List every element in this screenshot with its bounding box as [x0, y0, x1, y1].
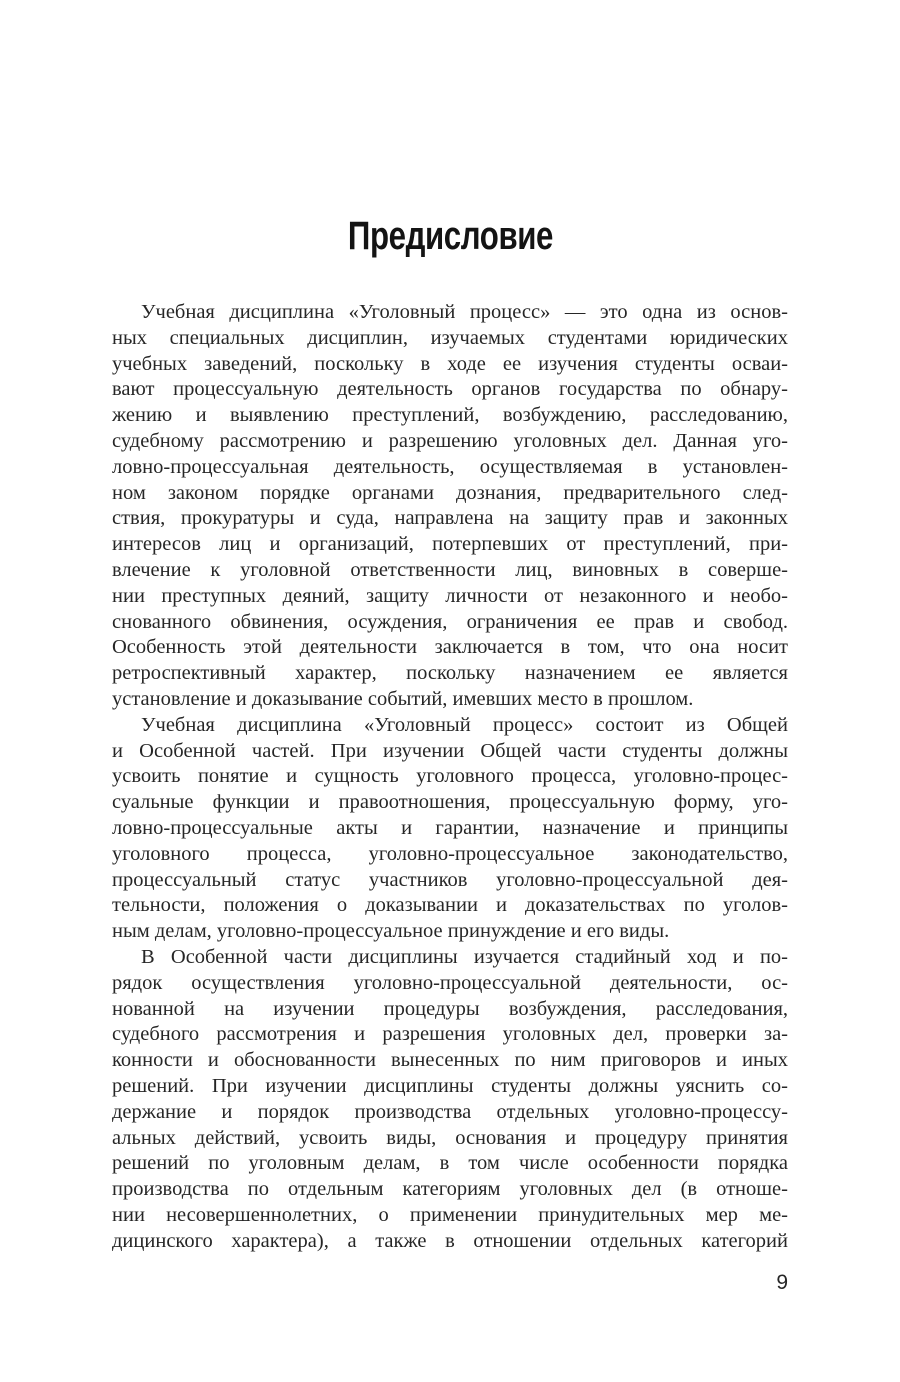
- text-line: Особенность этой деятельности заключается в том, что она носит: [112, 636, 788, 659]
- text-line: Учебная дисциплина «Уголовный процесс» состоит из Общей: [141, 713, 788, 736]
- text-line: уголовного процесса, уголовно-процессуальное законодательство,: [112, 842, 788, 865]
- text-line: производства по отдельным категориям уголовных дел (в отноше-: [112, 1178, 788, 1201]
- text-line: учебных заведений, поскольку в ходе ее изучения студенты осваи-: [112, 352, 788, 375]
- text-line: процессуальный статус участников уголовно-процессуальной дея-: [112, 868, 788, 891]
- text-line: В Особенной части дисциплины изучается стадийный ход и по-: [141, 945, 788, 968]
- text-line: и Особенной частей. При изучении Общей части студенты должны: [112, 739, 788, 762]
- text-line: ном законом порядке органами дознания, предварительного след-: [112, 481, 788, 504]
- chapter-title: [0, 213, 900, 259]
- paragraph: [112, 945, 788, 1255]
- text-line: интересов лиц и организаций, потерпевших от преступлений, при-: [112, 533, 788, 556]
- text-line: вают процессуальную деятельность органов государства по обнару-: [112, 378, 788, 401]
- text-line: нии несовершеннолетних, о применении принудительных мер ме-: [112, 1203, 788, 1226]
- text-line: снованного обвинения, осуждения, ограничения ее прав и свобод.: [112, 610, 788, 633]
- paragraph: [112, 713, 788, 945]
- chapter-title-text: Предисловие: [347, 214, 553, 258]
- text-line: жению и выявлению преступлений, возбуждению, расследованию,: [112, 404, 788, 427]
- text-line: ным делам, уголовно-процессуальное принуждение и его виды.: [112, 920, 670, 943]
- text-line: тельности, положения о доказывании и доказательствах по уголов-: [112, 894, 788, 917]
- text-line: ствия, прокуратуры и суда, направлена на защиту прав и законных: [112, 507, 788, 530]
- text-line: суальные функции и правоотношения, процессуальную форму, уго-: [112, 791, 788, 814]
- text-line: альных действий, усвоить виды, основания и процедуру принятия: [112, 1126, 788, 1149]
- paragraph: [112, 300, 788, 713]
- text-line: нованной на изучении процедуры возбуждения, расследования,: [112, 997, 788, 1020]
- text-line: держание и порядок производства отдельных уголовно-процессу-: [112, 1100, 788, 1123]
- text-line: судебного рассмотрения и разрешения уголовных дел, проверки за-: [112, 1023, 788, 1046]
- text-line: нии преступных деяний, защиту личности от незаконного и необо-: [112, 584, 788, 607]
- text-line: влечение к уголовной ответственности лиц, виновных в соверше-: [112, 558, 788, 581]
- text-line: решений по уголовным делам, в том числе особенности порядка: [112, 1152, 788, 1175]
- text-line: ловно-процессуальные акты и гарантии, назначение и принципы: [112, 816, 788, 839]
- text-line: судебному рассмотрению и разрешению уголовных дел. Данная уго-: [112, 429, 788, 452]
- text-line: дицинского характера), а также в отношении отдельных категорий: [112, 1229, 788, 1252]
- text-line: установление и доказывание событий, имевших место в прошлом.: [112, 687, 694, 710]
- text-line: рядок осуществления уголовно-процессуальной деятельности, ос-: [112, 971, 788, 994]
- text-line: Учебная дисциплина «Уголовный процесс» — это одна из основ-: [141, 301, 788, 323]
- text-line: конности и обоснованности вынесенных по ним приговоров и иных: [112, 1049, 788, 1072]
- page-number: 9: [776, 1271, 788, 1294]
- text-line: ретроспективный характер, поскольку назначением ее является: [112, 662, 788, 685]
- text-line: решений. При изучении дисциплины студенты должны уяснить со-: [112, 1074, 788, 1097]
- text-line: ных специальных дисциплин, изучаемых студентами юридических: [112, 326, 788, 349]
- body-text: [112, 300, 788, 1254]
- text-line: ловно-процессуальная деятельность, осуществляемая в установлен-: [112, 455, 788, 478]
- text-line: усвоить понятие и сущность уголовного процесса, уголовно-процес-: [112, 765, 788, 788]
